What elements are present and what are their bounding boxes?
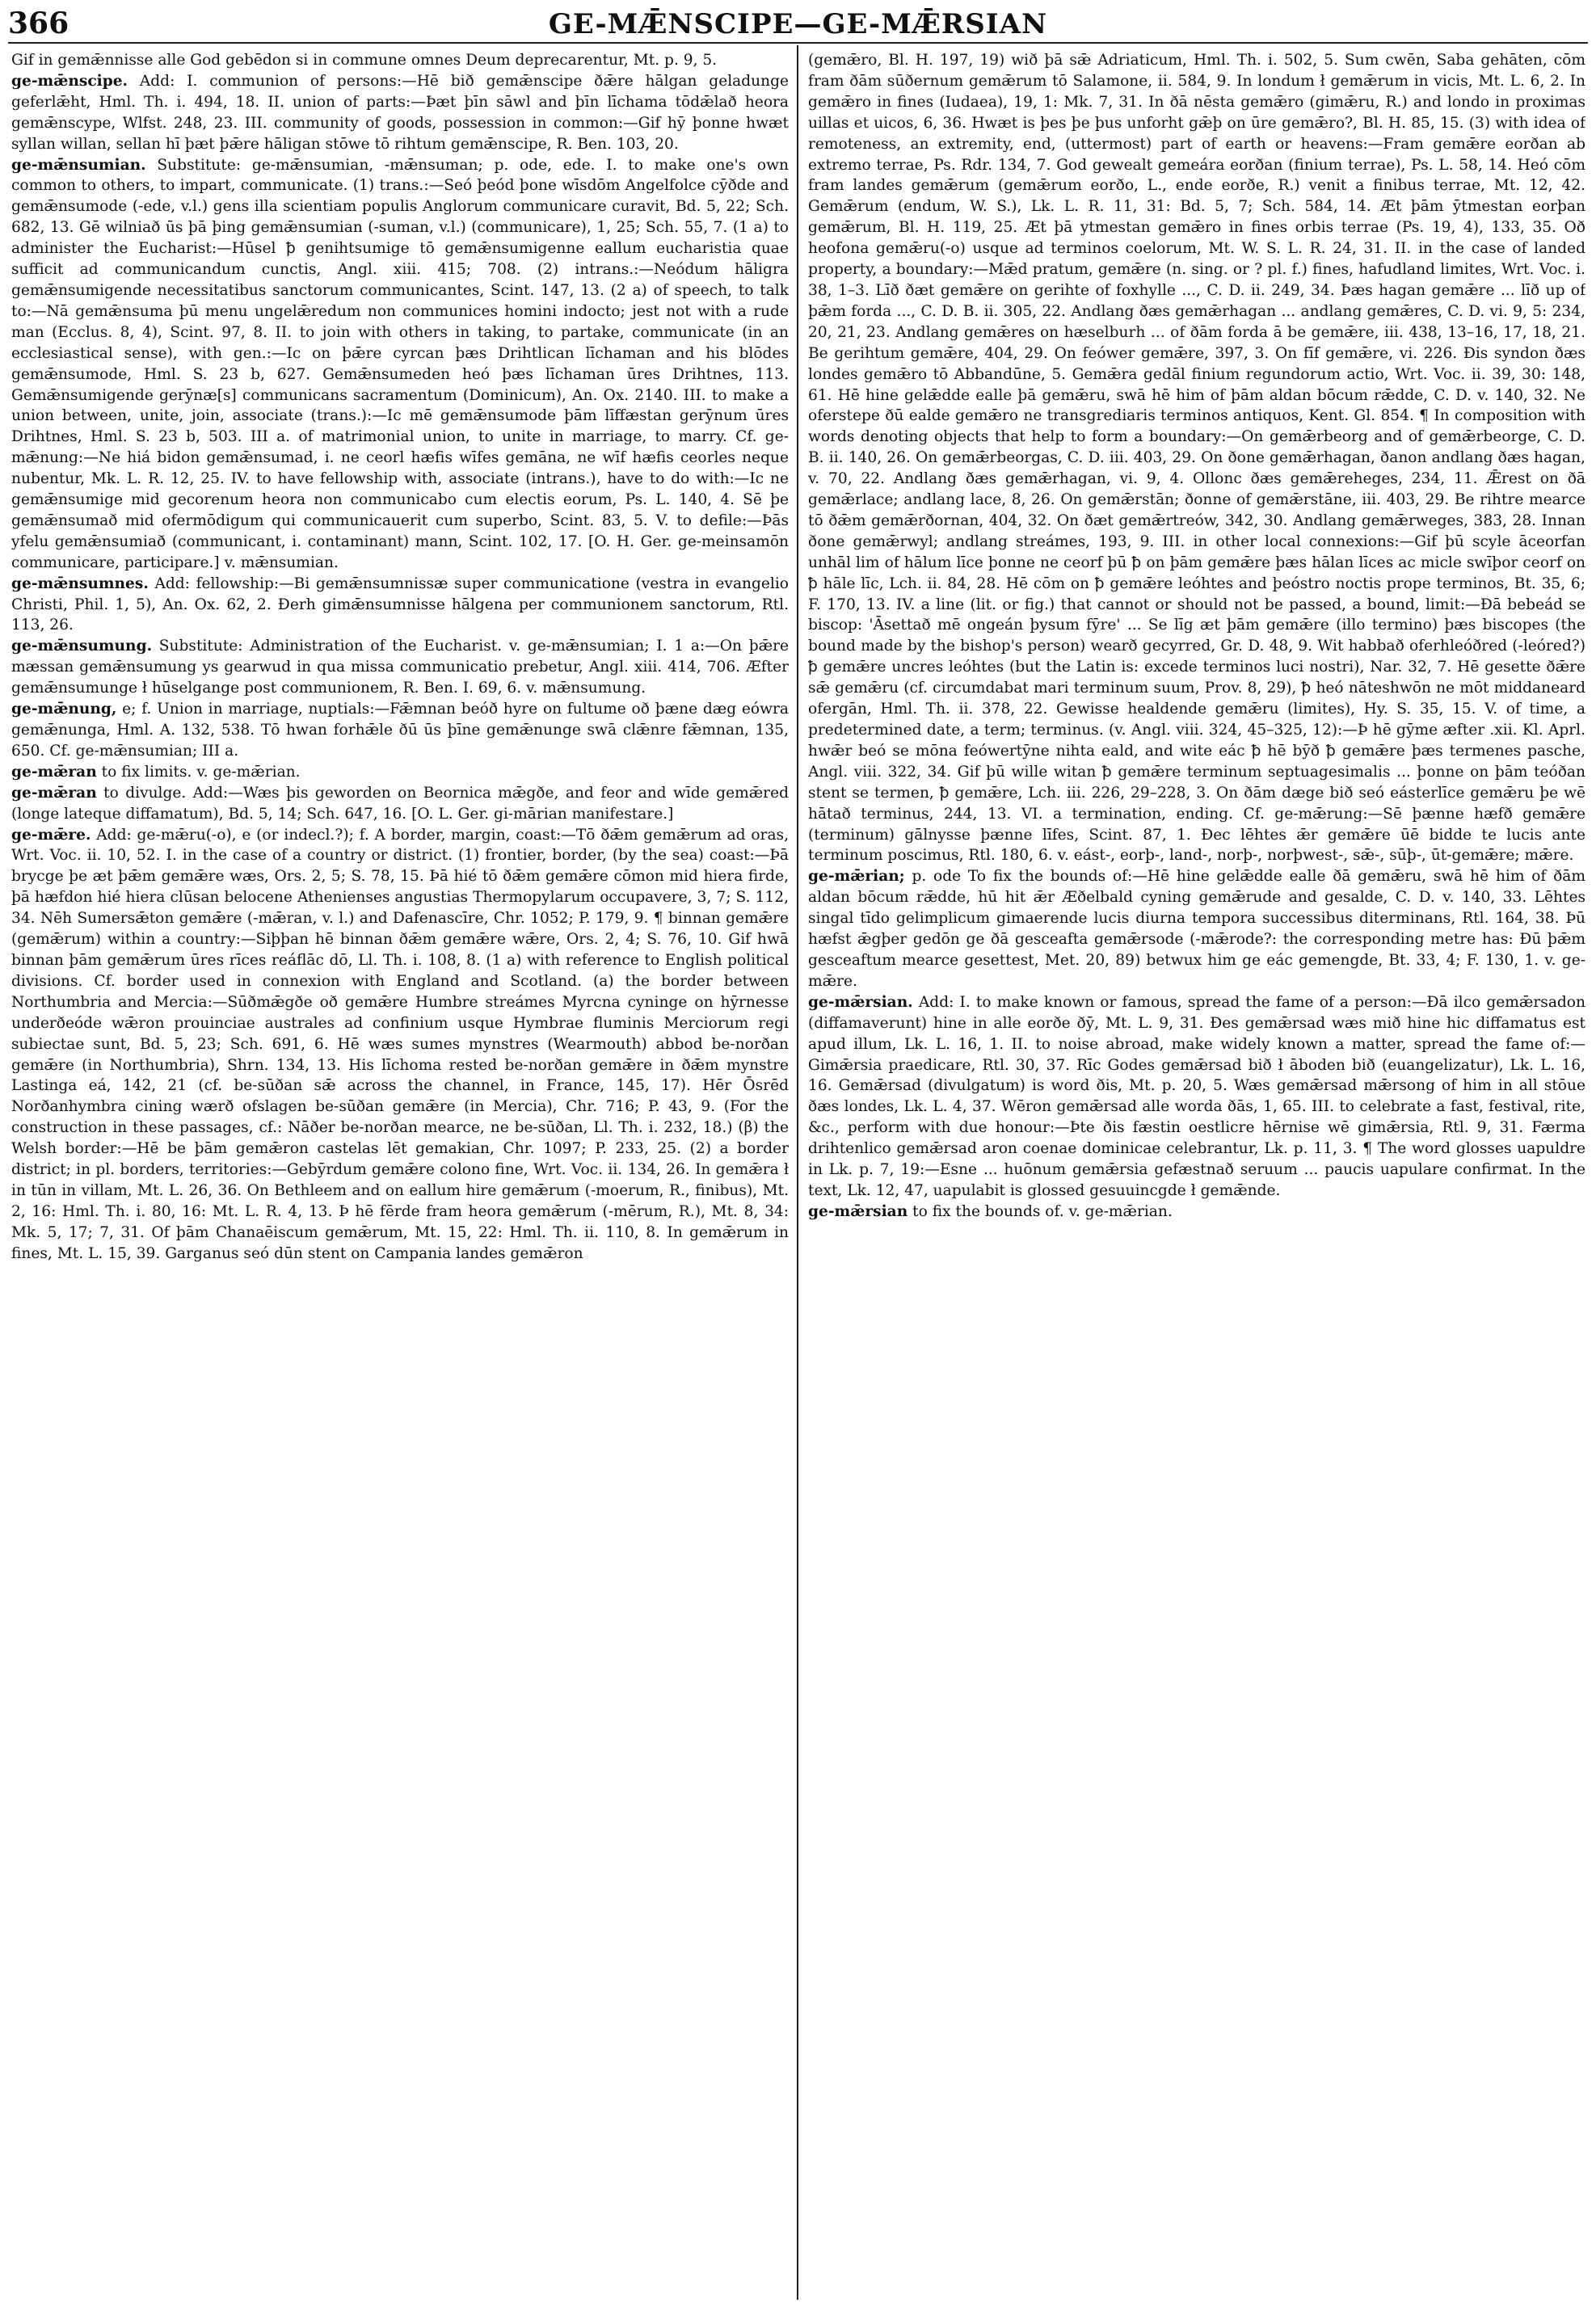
entry-text: Add: I. to make known or famous, spread the fame of a person:—Ðā ilco gemǣrsadon (diffamaverunt) hine in alle eorðe ðȳ, Mt. L. 9, 31. Ðes gemǣrsad wæs mið hine hic diffamatus est apud illum, Lk. L. 16, 1. II. to noise abroad, make widely known a matter, spread the fame of:—Gimǣrsia praedicare, Rtl. 30, 37. Rīc Godes gemǣrsad bið ł āboden bið (euangelizatur), Lk. L. 16, 16. Gemǣrsad (divulgatum) is word ðis, Mt. p. 20, 5. Wæs gemǣrsad mǣrsong of him in all stōue ðæs londes, Lk. L. 4, 37. Wēron gemǣrsad alle worda ðās, 1, 65. III. to celebrate a fast, festival, rite, &c., perform with due honour:—Þte ðis fæstin oestlicre hērnise wē gimǣrsia, Rtl. 9, 31. Færma drihtenlico gemǣrsad aron coenae dominicae celebrantur, Lk. p. 11, 3. ¶ The word glosses uapuldre in Lk. p. 7, 19:—Esne ... huōnum gemǣrsia gefæstnað seruum ... paucis uapulare confirmat. In the text, Lk. 12, 47, uapulabit is glossed gesuuincgde ł gemǣnde. — [808, 993, 1585, 1199]
entry-text: Add: ge-mǣru(-o), e (or indecl.?); f. A border, margin, coast:—Tō ðǣm gemǣrum ad oras, Wrt. Voc. ii. 10, 52. I. in the case of a country or district. (1) frontier, border, (by the sea) coast:—Þā brycge þe æt þǣm gemǣre wæs, Ors. 2, 5; S. 78, 15. Þā hié tō ðǣm gemǣre cōmon mid hiera firde, þā hæfdon hié hiera clūsan belocene Athenienses angustias Thermopylarum occupavere, 3, 7; S. 112, 34. Nēh Sumersǣton gemǣre (-mǣran, v. l.) and Dafenascīre, Chr. 1052; P. 179, 9. ¶ binnan gemǣre (gemǣrum) within a country:—Siþþan hē binnan ðǣm gemǣre wǣre, Ors. 2, 4; S. 76, 10. Gif hwā binnan þām gemǣrum ūres rīces reáflāc dō, Ll. Th. i. 108, 8. (1 a) with reference to English political divisions. Cf. border used in connexion with England and Scotland. (a) the border between Northumbria and Mercia:—Sūðmǣgðe oð gemǣre Humbre streámes Myrcna cyninge on hȳrnesse underðeóde wǣron prouinciae australes ad confinium usque Hymbrae fluminis Merciorum regi subiectae sunt, Bd. 5, 23; Sch. 691, 6. Hē wæs sumes mynstres (Wearmouth) abbod be-norðan gemǣre (in Northumbria), Shrn. 134, 13. His līchoma rested be-norðan gemǣre in ðǣm mynstre Lastinga eá, 142, 21 (cf. be-sūðan sǣ across the channel, in France, 145, 17). Hēr Ōsrēd Norðanhymbra cining wærð ofslagen be-sūðan gemǣre (in Mercia), Chr. 716; P. 43, 9. (For the construction in these passages, cf.: Nāðer be-norðan mearce, ne be-sūðan, Ll. Th. i. 232, 18.) (β) the Welsh border:—Hē be þām gemǣron castelas lēt gemakian, Chr. 1097; P. 233, 25. (2) a border district; in pl. borders, territories:—Gebȳrdum gemǣre colono fine, Wrt. Voc. ii. 134, 26. In gemǣra ł in tūn in villam, Mt. L. 26, 36. On Bethleem and on eallum hire gemǣrum (-moerum, R., finibus), Mt. 2, 16: Hml. Th. i. 80, 16: Mt. L. R. 4, 13. Þ hē fērde fram heora gemǣrum (-mērum, R.), Mt. 8, 34: Mk. 5, 17; 7, 31. Of þām Chanaēiscum gemǣrum, Mt. 15, 22: Hml. Th. ii. 110, 8. In gemǣrum in fines, Mt. L. 15, 39. Garganus seó dūn stent on Campania landes gemǣron — [11, 826, 789, 1262]
entry-text: p. ode To fix the bounds of:—Hē hine gelǣdde ealle ðā gemǣru, swā hē him of ðām aldan bōcum rǣdde, hū hit ǣr Æðelbald cyning gemǣrude and gesalde, C. D. v. 140, 33. Lēhtes singal tīdo gelimplicum gimaerende lucis diurna tempora successibus diterminans, Rtl. 164, 38. Þū hæfst ǣgþer gedōn ge ðā gesceafta gemǣrsode (-mǣrode?: the corresponding metre has: Ðū þǣm gesceaftum mearce gesettest, Met. 20, 89) betwux him ge eác gemengde, Bt. 33, 4; F. 130, 1. v. ge-mǣre. — [808, 868, 1585, 990]
headword: ge-mǣrsian. — [808, 993, 913, 1011]
headword: ge-mǣran — [11, 784, 97, 802]
entry-text: Add: fellowship:—Bi gemǣnsumnissæ super communicatione (vestra in evangelio Christi, Phil. 1, 5), An. Ox. 62, 2. Ðerh gimǣnsumnisse hālgena per communionem sanctorum, Rtl. 113, 26. — [11, 575, 789, 634]
entry — [11, 783, 789, 825]
entry-text: Add: I. communion of persons:—Hē bið gemǣnscipe ðǣre hālgan geladunge geferlǣht, Hml. Th. i. 494, 18. II. union of parts:—Þæt þīn sāwl and þīn līchama tōdǣlað heora gemǣnscype, Wlfst. 248, 23. III. community of goods, possession in common:—Gif hȳ þonne hwæt syllan willan, sellan hī þæt þǣre hāligan stōwe tō rihtum gemǣnscipe, R. Ben. 103, 20. — [11, 72, 789, 153]
headword: ge-mǣnung, — [11, 701, 117, 718]
headword: ge-mǣnsumnes. — [11, 575, 149, 592]
entry-text: to divulge. Add:—Wæs þis geworden on Beornica mǣgðe, and feor and wīde gemǣred (longe lateque diffamatum), Bd. 5, 14; Sch. 647, 16. [O. L. Ger. gi-mārian manifestare.] — [11, 784, 789, 823]
entry — [11, 50, 789, 71]
entry — [11, 71, 789, 155]
entry — [808, 1202, 1585, 1223]
entry — [11, 699, 789, 762]
headword: ge-mǣnsumung. — [11, 638, 153, 655]
headword: ge-mǣrsian — [808, 1202, 908, 1220]
right-column — [808, 50, 1585, 2296]
headword: ge-mǣre. — [11, 826, 91, 844]
page-number: 366 — [8, 6, 69, 40]
headword: ge-mǣnsumian. — [11, 156, 146, 174]
page-header — [8, 6, 1588, 40]
entry-text: to fix the bounds of. v. ge-mǣrian. — [912, 1202, 1173, 1220]
running-head: GE-MǢNSCIPE—GE-MǢRSIAN — [548, 8, 1048, 40]
headword: ge-mǣnscipe. — [11, 72, 128, 90]
entry-text: (gemǣro, Bl. H. 197, 19) wið þā sǣ Adriaticum, Hml. Th. i. 502, 5. Sum cwēn, Saba gehāten, cōm fram ðām sūðernum gemǣrum tō Salamone, ii. 584, 9. In londum ł gemǣrum in vicis, Mt. L. 6, 2. In gemǣro in fines (Iudaea), 19, 1: Mk. 7, 31. In ðā nēsta gemǣro (gimǣru, R.) and londo in proximas uillas et uicos, 6, 36. Hwæt is þes þe þus unforht gǣþ on ūre gemǣro?, Bl. H. 85, 15. (3) with idea of remoteness, an extremity, end, (uttermost) part of earth or heavens:—Fram gemǣre eorðan ab extremo terrae, Ps. Rdr. 134, 7. God gewealt gemeára eorðan (finium terrae), Ps. L. 58, 14. Heó cōm fram landes gemǣrum (gemǣrum eorðo, L., ende eorðe, R.) venit a finibus terrae, Mt. 12, 42. Gemǣrum (endum, W. S.), Lk. L. R. 11, 31: Bd. 5, 7; Sch. 584, 14. Æt þām ȳtmestan eorþan gemǣrum, Bl. H. 119, 25. Æt þā ytmestan gemǣro in fines orbis terrae (Ps. 19, 4), 133, 35. Oð heofona gemǣru(-o) usque ad terminos coelorum, Mt. W. S. L. R. 24, 31. II. in the case of landed property, a boundary:—Mǣd pratum, gemǣre (n. sing. or ? pl. f.) fines, hafudland limites, Wrt. Voc. i. 38, 1–3. Līð ðæt gemǣre on gerihte of foxhylle ..., C. D. ii. 249, 34. Þæs hagan gemǣre ... līð up of þǣm forda ..., C. D. B. ii. 305, 22. Andlang ðæs gemǣrhagan ... andlang gemǣres, C. D. vi. 9, 5: 234, 20, 21, 23. Andlang gemǣres on hæselburh ... of ðām forda ā be gemǣre, iii. 438, 13–16, 17, 18, 21. Be gerihtum gemǣre, 404, 29. On feówer gemǣre, 397, 3. On fīf gemǣre, vi. 226. Ðis syndon ðæs londes gemǣro tō Abbandūne, 5. Gemǣra gedāl finium regundorum actio, Wrt. Voc. ii. 39, 30: 148, 61. Hē hine gelǣdde ealle þā gemǣru, swā hē him of þām aldan bōcum rǣdde, C. D. v. 140, 32. Ne oferstepe ðū ealde gemǣro ne transgrediaris terminos antiquos, Kent. Gl. 854. ¶ In composition with words denoting objects that help to form a boundary:—On gemǣrbeorg and of gemǣrbeorge, C. D. B. ii. 140, 26. On gemǣrbeorgas, C. D. iii. 403, 29. On ðone gemǣrhagan, ðanon andlang ðæs hagan, v. 70, 22. Andlang ðæs gemǣrhagan, vi. 9, 4. Ollonc ðæs gemǣreheges, 234, 11. Ǣrest on ðā gemǣrlace; andlang lace, 8, 26. On gemǣrstān; ðonne of gemǣrstāne, iii. 403, 29. Be rihtre mearce tō ðǣm gemǣrðornan, 404, 32. On ðæt gemǣrtreów, 342, 30. Andlang gemǣrweges, 383, 28. Innan ðone gemǣrwyl; andlang streámes, 193, 9. III. in other local connexions:—Gif þū scyle āceorfan unhāl lim of hālum līce þonne ne ceorf þū ꝥ on þām gemǣre þæs hālan līces ac micle swīþor ceorf on ꝥ hāle līc, Lch. ii. 84, 28. Hē cōm on ꝥ gemǣre leóhtes and þeóstro noctis prope terminos, Bt. 35, 6; F. 170, 13. IV. a line (lit. or fig.) that cannot or should not be passed, a bound, limit:—Ðā bebeád se biscop: 'Āsettað mē ongeán þysum fȳre' ... Se līg æt þām gemǣre (illo termino) þæs biscopes (the bound made by the bishop's person) wearð gecyrred, Gr. D. 48, 9. Wit habbað oferhleóðred (-leóred?) ꝥ gemǣre uncres leóhtes (but the Latin is: excede terminos luci nostri), Nar. 32, 7. Hē gesette ðǣre sǣ gemǣru (cf. circumdabat mari terminum suum, Prov. 8, 29), ꝥ heó nāteshwōn ne mōt middaneard ofergān, Hml. Th. ii. 378, 22. Gewisse healdende gemǣru (limites), Hy. S. 35, 15. V. of time, a predetermined date, a term; terminus. (v. Angl. viii. 324, 45–325, 12):—Þ hē gȳme æfter .xii. Kl. Aprl. hwǣr beó se mōna feówertȳne nihta eald, and wite eác ꝥ hē bȳð ꝥ gemǣre þæs termenes pasche, Angl. viii. 322, 34. Gif þū wille witan ꝥ gemǣre terminum septuagesimalis ... þonne on þām teóðan stent se termen, ꝥ gemǣre, Lch. iii. 226, 29–228, 3. On ðām dæge bið seó eásterlīce gemǣru þe wē hātað terminus, 244, 13. VI. a termination, ending. Cf. ge-mǣrung:—Sē þænne hæfð gemǣre (terminum) gālnysse þænne līfes, Scint. 87, 1. Ðec lēhtes ǣr gemǣre ūē bidde te lucis ante terminum poscimus, Rtl. 180, 6. v. eást-, eorþ-, land-, norþ-, norþwest-, sǣ-, sūþ-, ūt-gemǣre; mǣre. — [808, 52, 1585, 865]
column-divider — [797, 45, 798, 2300]
entry-text: Substitute: ge-mǣnsumian, -mǣnsuman; p. ode, ede. I. to make one's own common to others, to impart, communicate. (1) trans.:—Seó þeód þone wīsdōm Angelfolce cȳðde and gemǣnsumode (-ede, v.l.) gens illa scientiam populis Anglorum communicare curavit, Bd. 5, 22; Sch. 682, 13. Gē wilniað ūs þā þing gemǣnsumian (-suman, v.l.) (communicare), 1, 25; Sch. 55, 7. (1 a) to administer the Eucharist:—Hūsel ꝥ genihtsumige tō gemǣnsumigenne eallum eucharistia quae sufficit ad communicandum cunctis, Angl. xiii. 415; 708. (2) intrans.:—Neódum hāligra gemǣnsumigende necessitatibus sanctorum communicantes, Scint. 147, 13. (2 a) of speech, to talk to:—Nā gemǣnsuma þū menu ungelǣredum non communices homini indocto; jest not with a rude man (Ecclus. 8, 4), Scint. 97, 8. II. to join with others in taking, to partake, communicate (in an ecclesiastical sense), with gen.:—Ic on þǣre cyrcan þæs Drihtlican līchaman and his blōdes gemǣnsumode, Hml. S. 23 b, 627. Gemǣnsumeden heó þæs līchaman ūres Drihtnes, 113. Gemǣnsumigende gerȳnæ[s] communicans sacramentum (Dominicum), An. Ox. 2140. III. to make a union between, unite, join, associate (trans.):—Ic mē gemǣnsumode þām līffæstan gerȳnum ūres Drihtnes, Hml. S. 23 b, 503. III a. of matrimonial union, to unite in marriage, to marry. Cf. ge-mǣnung:—Ne hiá bidon gemǣnsumad, i. ne ceorl hæfis wīfes gemāna, ne wīf hæfis ceorles neque nubentur, Mk. L. R. 12, 25. IV. to have fellowship with, associate (intrans.), have to do with:—Ic ne gemǣnsumige mid gecorenum heora non communicabo cum electis eorum, Ps. L. 140, 4. Sē þe gemǣnsumað mid ofermōdigum qui communicauerit cum superbo, Scint. 83, 5. V. to defile:—Þās yfelu gemǣnsumiað (communicant, i. contaminant) mann, Scint. 102, 17. [O. H. Ger. ge-meinsamōn communicare, participare.] v. mǣnsumian. — [11, 156, 789, 571]
entry — [808, 50, 1585, 866]
entry — [11, 762, 789, 783]
entry — [11, 155, 789, 574]
headword: ge-mǣrian; — [808, 868, 905, 886]
entry — [11, 574, 789, 637]
entry — [808, 992, 1585, 1202]
left-column — [11, 50, 789, 2296]
entry — [11, 825, 789, 1265]
entry-text: Substitute: Administration of the Eucharist. v. ge-mǣnsumian; I. 1 a:—On þǣre mæssan gemǣnsumung ys gearwud in qua missa communicatio prebetur, Angl. xiii. 414, 706. Æfter gemǣnsumunge ł hūselgange post communionem, R. Ben. I. 69, 6. v. mǣnsumung. — [11, 638, 789, 697]
header-rule — [8, 42, 1588, 44]
entry — [11, 636, 789, 699]
entry — [808, 866, 1585, 991]
headword: ge-mǣran — [11, 763, 97, 781]
entry-text: e; f. Union in marriage, nuptials:—Fǣmnan beóð hyre on fultume oð þæne dæg eówra gemǣnunga, Hml. A. 132, 538. Tō hwan forhǣle ðū ūs þīne gemǣnunge swā clǣnre fǣmnan, 135, 650. Cf. ge-mǣnsumian; III a. — [11, 701, 789, 760]
entry-text: Gif in gemǣnnisse alle God gebēdon si in commune omnes Deum deprecarentur, Mt. p. 9, 5. — [11, 52, 718, 69]
entry-text: to fix limits. v. ge-mǣrian. — [101, 763, 301, 781]
